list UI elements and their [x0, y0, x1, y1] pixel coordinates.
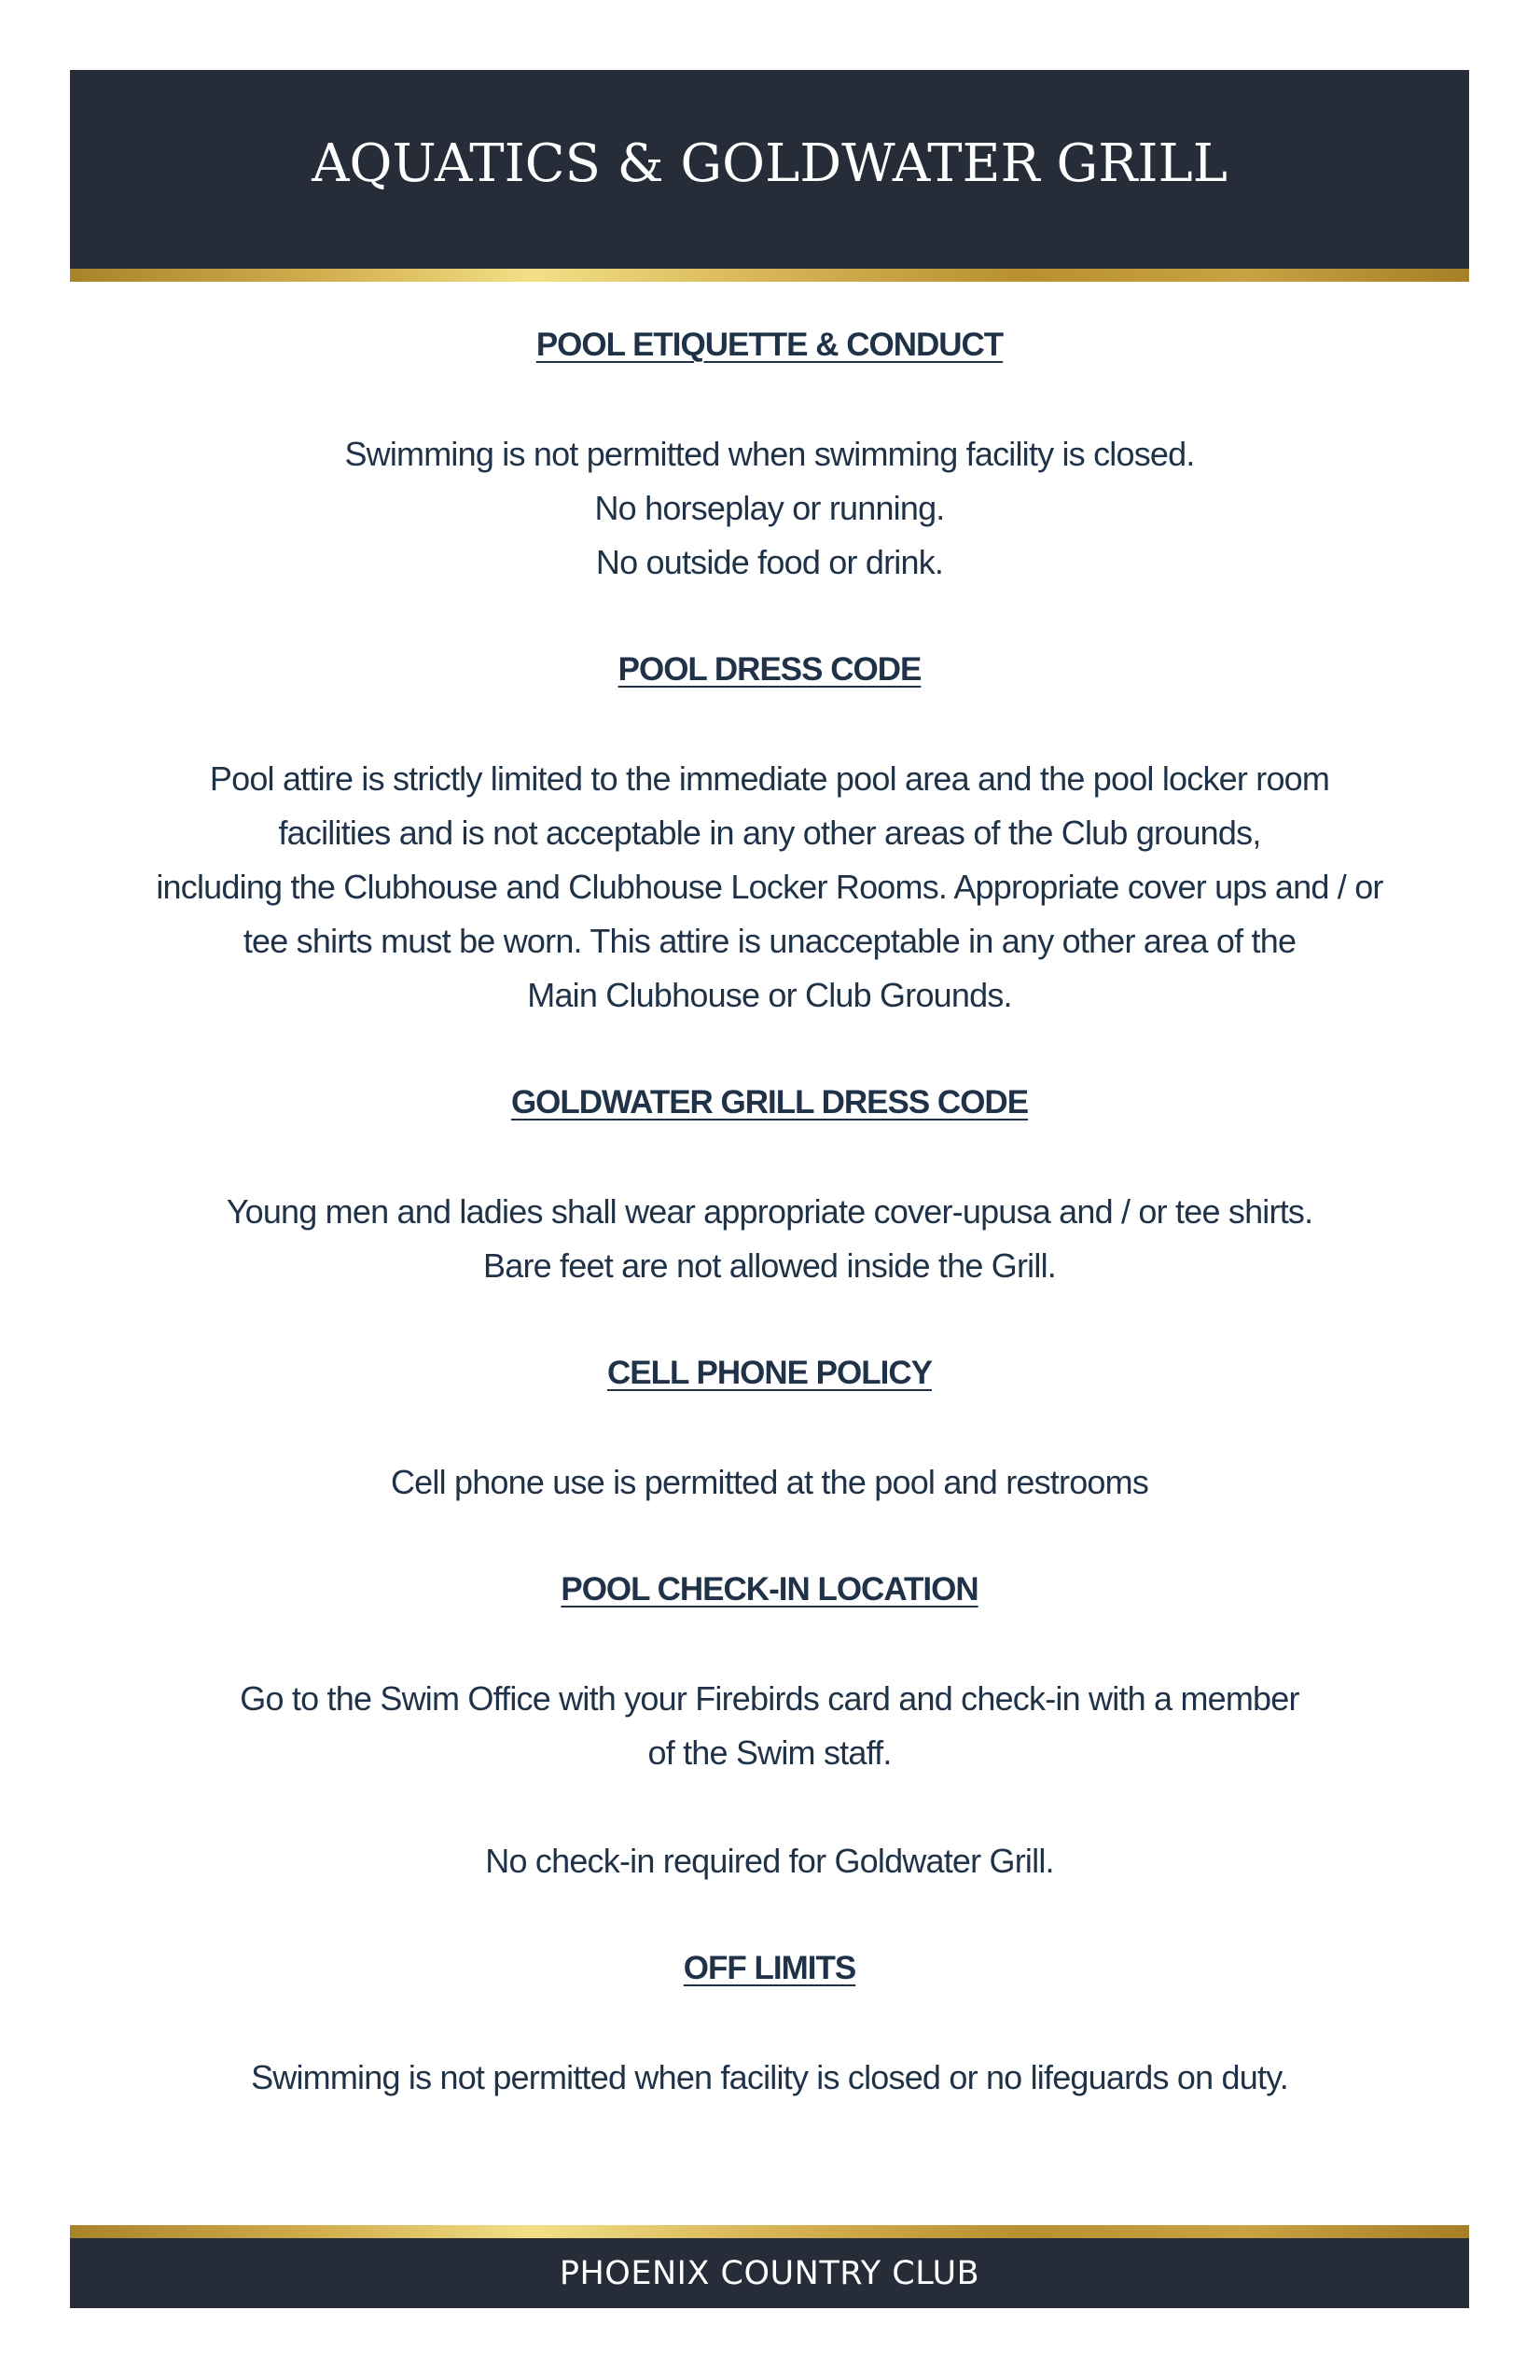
- gold-divider-top: [70, 269, 1469, 282]
- section-grill-dress-code-body: [70, 1185, 1469, 1293]
- body-line: tee shirts must be worn. This attire is unacceptable in any other area of the: [243, 922, 1297, 960]
- footer-club-name: PHOENIX COUNTRY CLUB: [559, 2254, 980, 2292]
- gold-divider-bottom: [70, 2225, 1469, 2238]
- page-title: AQUATICS & GOLDWATER GRILL: [312, 133, 1228, 194]
- section-cell-phone-policy: [70, 1355, 1469, 1392]
- body-line: facilities and is not acceptable in any other areas of the Club grounds,: [278, 814, 1261, 852]
- section-pool-check-in-body: [70, 1672, 1469, 1780]
- body-line: No horseplay or running.: [594, 489, 945, 527]
- section-heading: POOL CHECK-IN LOCATION: [561, 1571, 978, 1608]
- footer-banner: [70, 2238, 1469, 2308]
- section-off-limits-body: [70, 2051, 1469, 2105]
- section-grill-dress-code: [70, 1084, 1469, 1121]
- section-pool-etiquette: [70, 327, 1469, 364]
- section-cell-phone-policy-body: [70, 1455, 1469, 1510]
- section-pool-dress-code-body: [70, 752, 1469, 1023]
- body-line: Swimming is not permitted when swimming facility is closed.: [344, 435, 1195, 473]
- section-heading: GOLDWATER GRILL DRESS CODE: [510, 1084, 1029, 1120]
- body-line: Go to the Swim Office with your Firebirds card and check-in with a member: [240, 1679, 1299, 1718]
- body-line: Main Clubhouse or Club Grounds.: [527, 976, 1012, 1014]
- section-pool-dress-code: [70, 651, 1469, 689]
- section-heading: CELL PHONE POLICY: [607, 1355, 932, 1391]
- section-pool-etiquette-body: [70, 427, 1469, 590]
- section-pool-check-in-extra: [70, 1834, 1469, 1888]
- body-line: No check-in required for Goldwater Grill.: [485, 1842, 1054, 1880]
- section-heading: POOL DRESS CODE: [617, 651, 922, 688]
- body-line: Bare feet are not allowed inside the Grill.: [483, 1246, 1056, 1285]
- body-line: Swimming is not permitted when facility is closed or no lifeguards on duty.: [251, 2058, 1288, 2096]
- section-off-limits: [70, 1950, 1469, 1987]
- body-line: of the Swim staff.: [647, 1733, 892, 1772]
- body-line: Young men and ladies shall wear appropriate cover-upusa and / or tee shirts.: [226, 1192, 1313, 1231]
- header-banner: [70, 70, 1469, 269]
- body-line: Pool attire is strictly limited to the immediate pool area and the pool locker room: [209, 759, 1330, 798]
- section-heading: POOL ETIQUETTE & CONDUCT: [535, 327, 1004, 363]
- section-pool-check-in: [70, 1571, 1469, 1608]
- section-heading: OFF LIMITS: [683, 1950, 856, 1986]
- body-line: including the Clubhouse and Clubhouse Locker Rooms. Appropriate cover ups and / or: [156, 868, 1383, 906]
- body-line: Cell phone use is permitted at the pool and restrooms: [390, 1463, 1149, 1501]
- body-line: No outside food or drink.: [595, 543, 944, 581]
